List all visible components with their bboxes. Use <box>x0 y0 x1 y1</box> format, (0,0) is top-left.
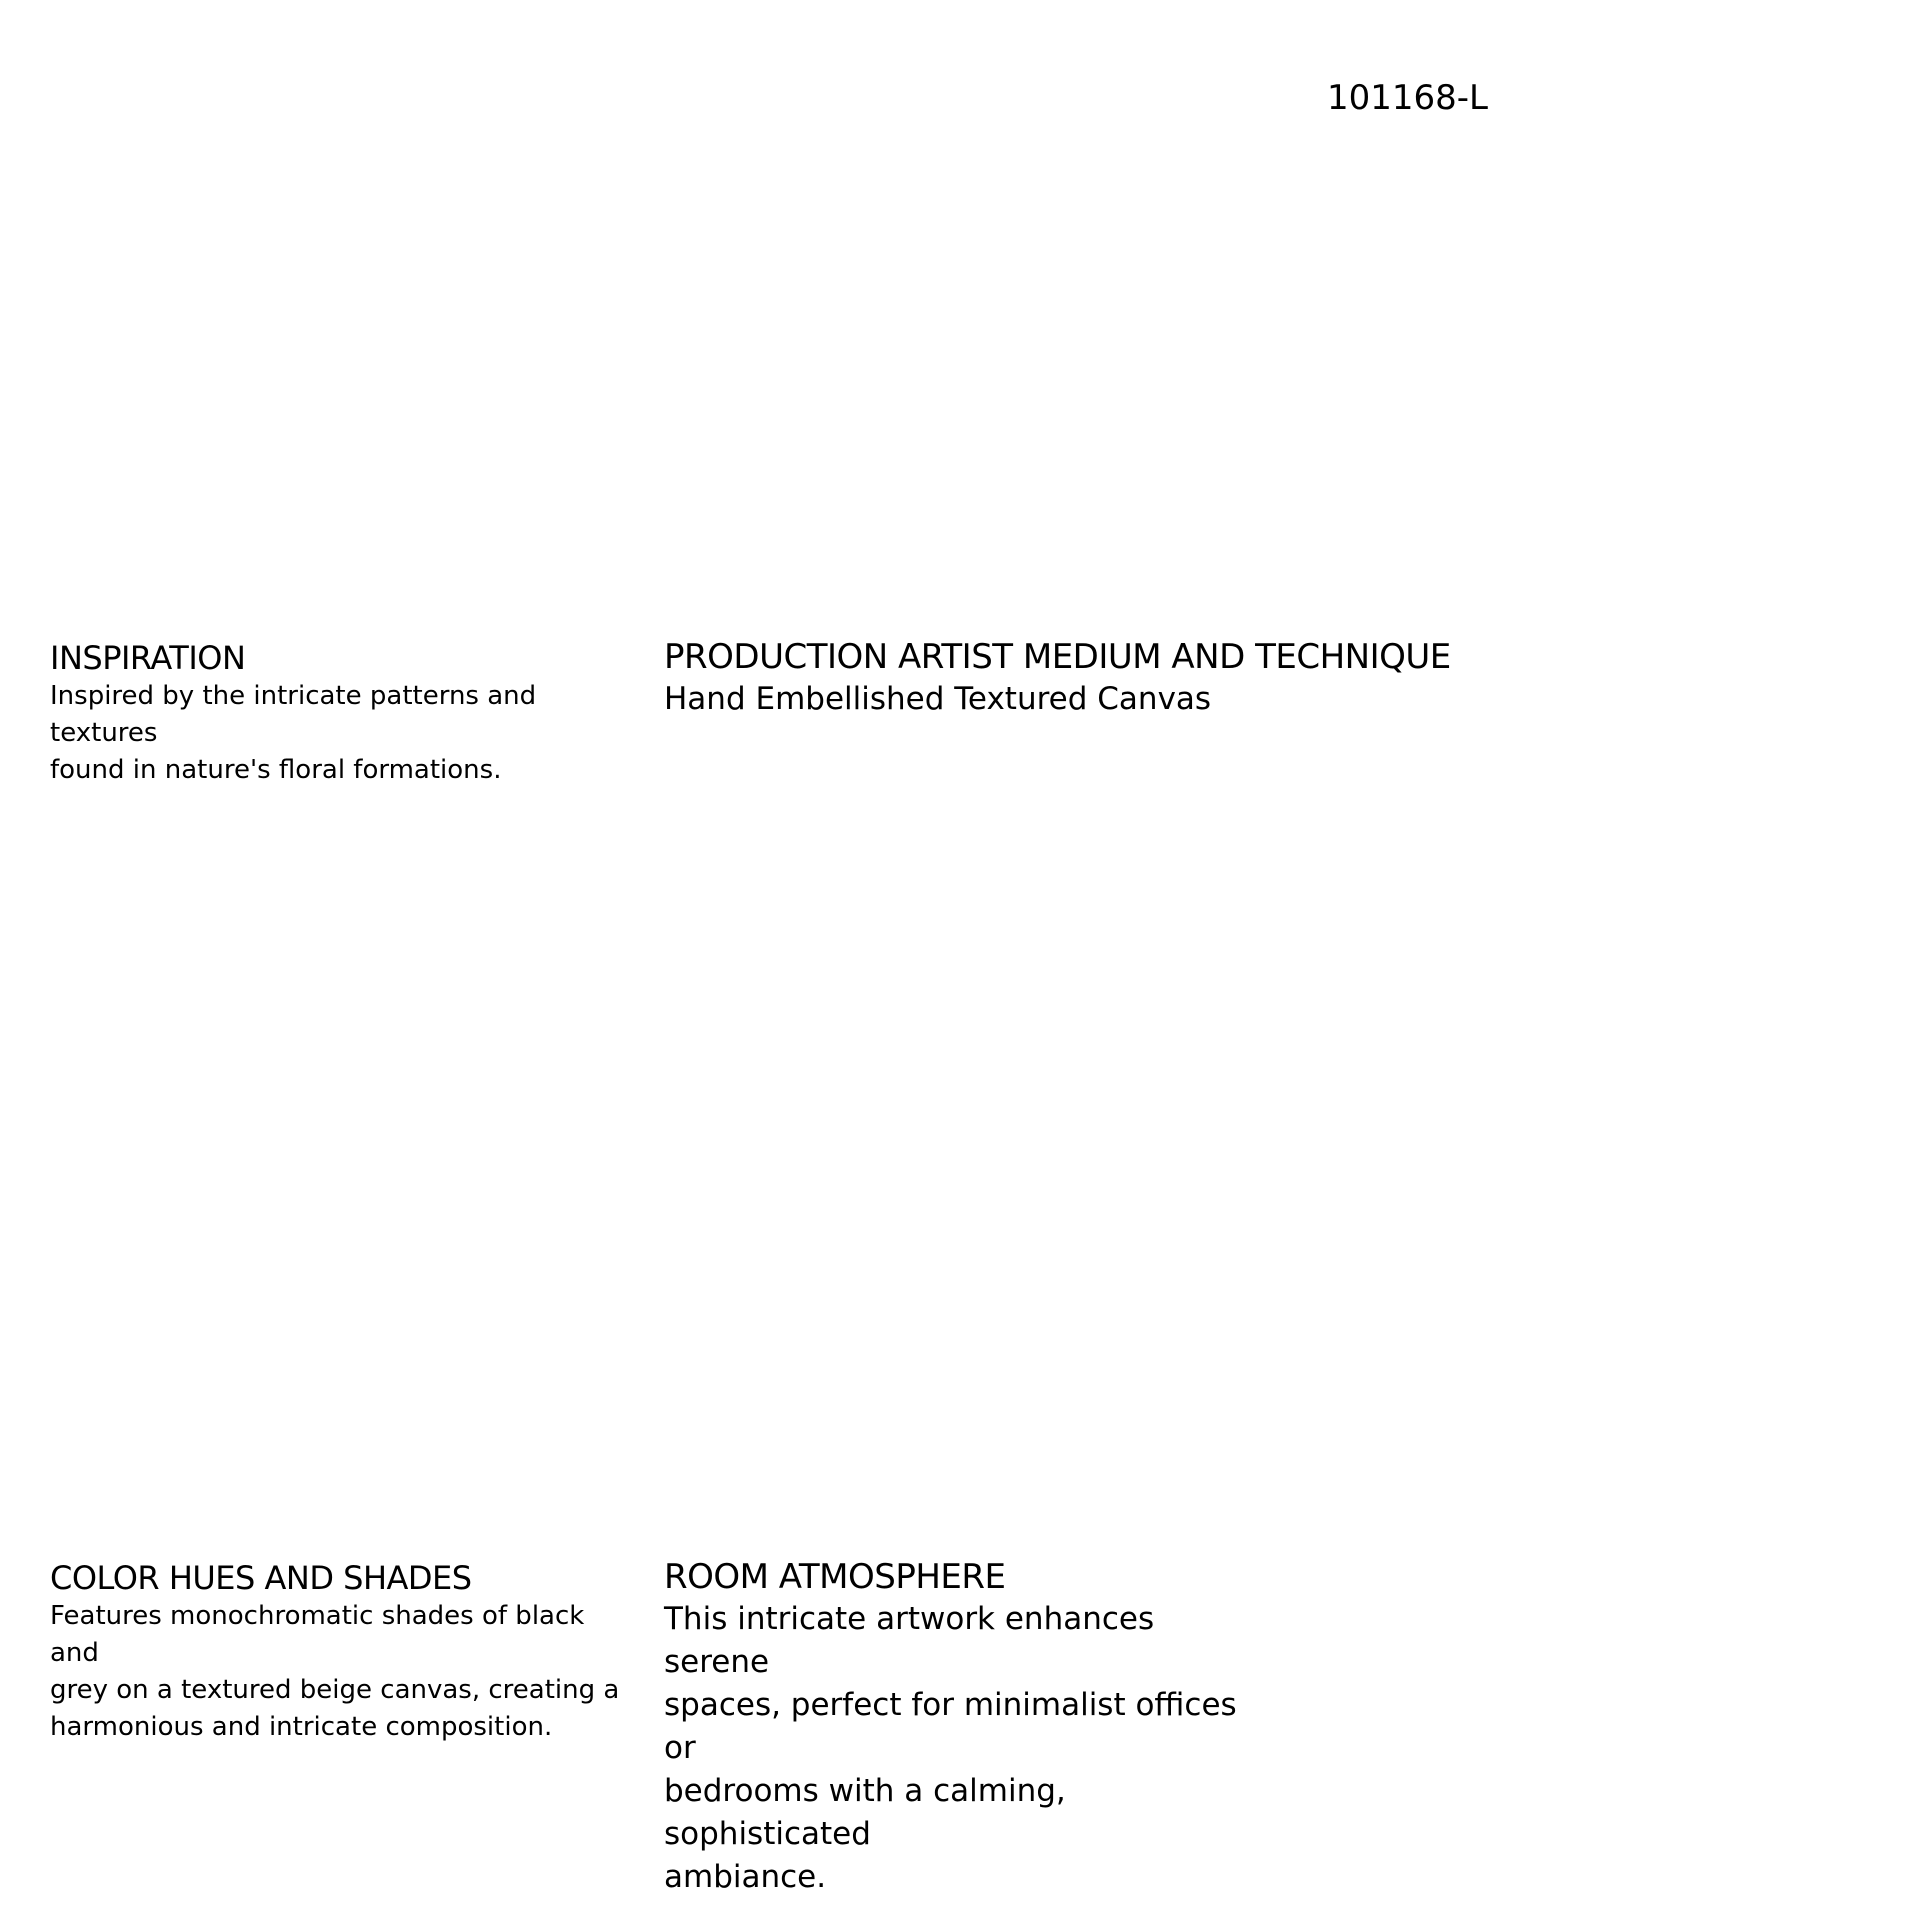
room-line: This intricate artwork enhances serene <box>664 1601 1155 1680</box>
inspiration-text <box>50 678 640 789</box>
room-section <box>664 1556 1264 1899</box>
inspiration-line: found in nature's floral formations. <box>50 755 502 785</box>
production-line: Hand Embellished Textured Canvas <box>664 681 1212 717</box>
production-text <box>664 678 1564 721</box>
color-line: harmonious and intricate composition. <box>50 1712 553 1742</box>
inspiration-heading: INSPIRATION <box>50 639 246 677</box>
color-text <box>50 1598 640 1746</box>
room-line: ambiance. <box>664 1859 827 1895</box>
color-heading: COLOR HUES AND SHADES <box>50 1559 472 1597</box>
inspiration-section <box>50 638 640 789</box>
product-code: 101168-L <box>1327 78 1489 118</box>
room-line: spaces, perfect for minimalist offices or <box>664 1687 1237 1766</box>
production-heading: PRODUCTION ARTIST MEDIUM AND TECHNIQUE <box>664 637 1451 677</box>
color-section <box>50 1558 640 1746</box>
color-line: Features monochromatic shades of black and <box>50 1601 585 1668</box>
room-text <box>664 1598 1264 1899</box>
color-line: grey on a textured beige canvas, creating a <box>50 1675 620 1705</box>
production-section <box>664 636 1564 721</box>
room-line: bedrooms with a calming, sophisticated <box>664 1773 1066 1852</box>
inspiration-line: Inspired by the intricate patterns and textures <box>50 681 537 748</box>
room-heading: ROOM ATMOSPHERE <box>664 1557 1006 1597</box>
